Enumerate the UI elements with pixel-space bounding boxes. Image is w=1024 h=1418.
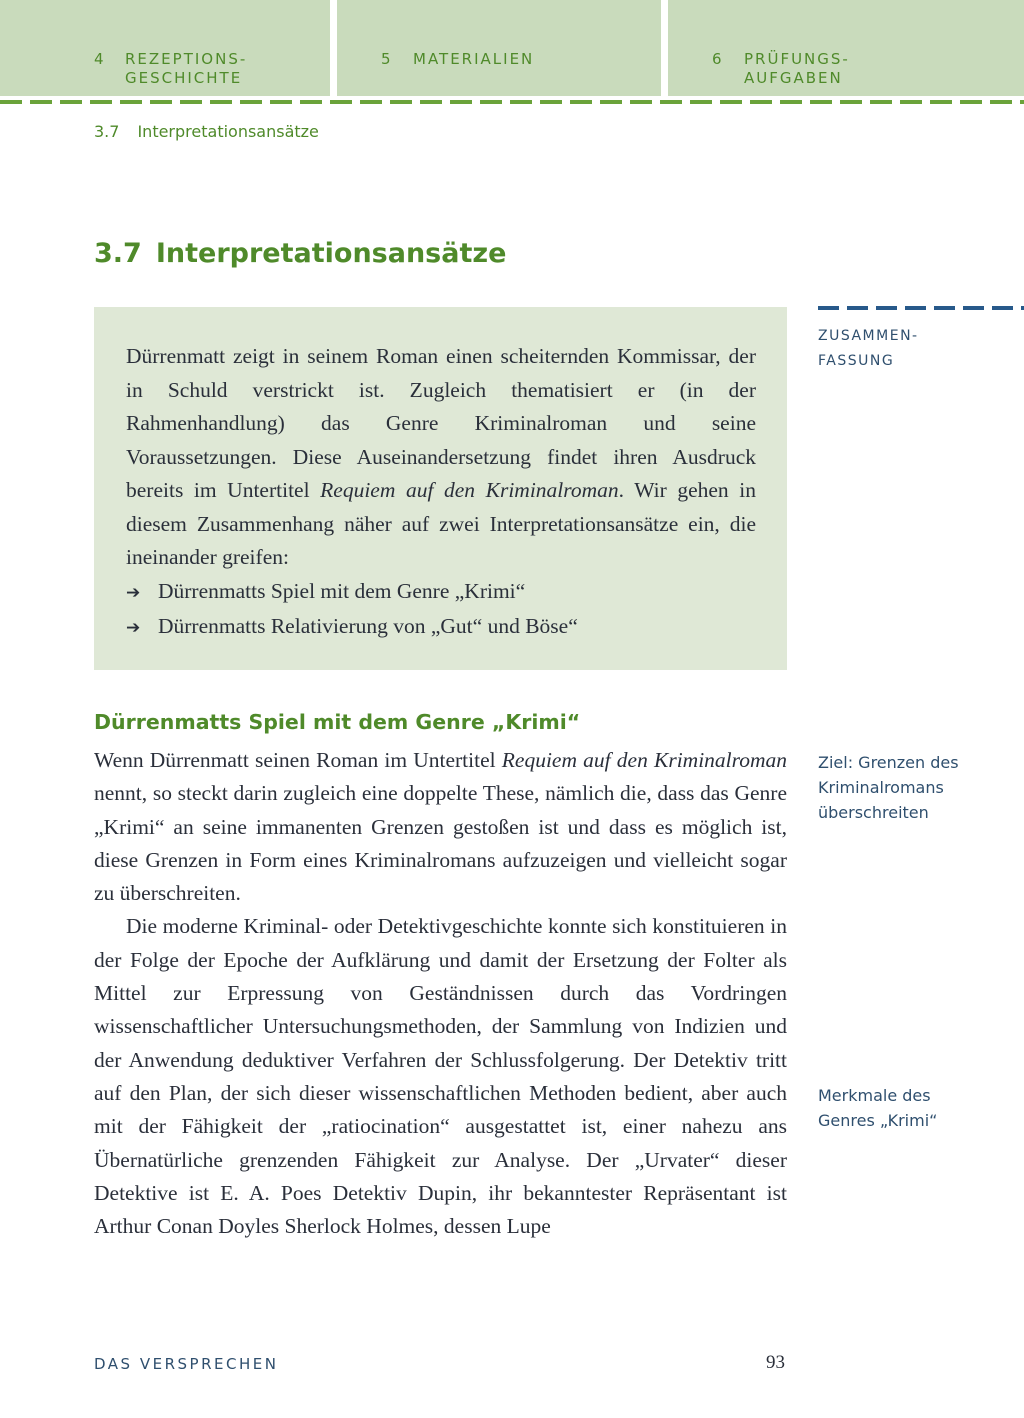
chapter-title [94,238,506,269]
paragraph-text: Wenn Dürrenmatt seinen Roman im Untertitel [94,748,502,772]
summary-text [126,340,756,646]
margin-note: Merkmale des Genres „Krimi“ [818,1086,938,1130]
paragraph-text: nennt, so steckt darin zugleich eine doppelte These, nämlich die, dass das Genre „Krimi“ an seine immanenten Grenzen gestoßen ist und dass es möglich ist, diese Grenzen in Form eines Kriminalromans aufzuzeigen und vielleicht sogar zu überschreiten. [94,781,787,906]
summary-subtitle-italic: Requiem auf den Kriminalroman [320,478,619,502]
summary-bullet [126,610,756,646]
section-heading: Dürrenmatts Spiel mit dem Genre „Krimi“ [94,710,581,734]
summary-text-part: . Wir gehen in diesem Zusammenhang näher auf zwei Interpretationsansätze ein, die ineinander greifen: [126,478,756,569]
arrow-right-icon: ➔ [126,582,141,603]
summary-bullet-text: Dürrenmatts Spiel mit dem Genre „Krimi“ [158,578,526,603]
margin-divider [818,306,1024,310]
summary-bullet [126,575,756,611]
arrow-right-icon: ➔ [126,618,141,638]
tab-number: 5 [381,50,393,68]
summary-bullet-text: Dürrenmatts Relativierung von „Gut“ und Böse“ [158,614,578,638]
page-number: 93 [766,1352,785,1373]
chapter-number: 3.7 [94,238,142,269]
summary-margin-label: ZUSAMMEN- FASSUNG [818,328,919,369]
tab-number: 6 [712,50,724,68]
tab-label: REZEPTIONS- GESCHICHTE [125,50,248,87]
summary-text-part: Dürrenmatt zeigt in seinem Roman einen scheiternden Kommissar, der in Schuld verstrickt ist. Zugleich thematisiert er (in der Rahmenhandlung) das Genre Kriminalroman und seine Voraussetzungen. Diese Auseinandersetzung findet ihren Ausdruck bereits im Untertitel [126,344,756,502]
chapter-title-text: Interpretationsansätze [155,238,507,269]
tab-label: MATERIALIEN [413,50,535,68]
margin-note: Ziel: Grenzen des Kriminalromans überschreiten [818,753,959,822]
subtitle-italic: Requiem auf den Kriminalroman [501,748,787,772]
summary-box [94,307,787,670]
footer-book-title: DAS VERSPRECHEN [94,1355,279,1373]
chapter-navigation-tabs [0,0,1024,96]
tab-materialien[interactable] [337,0,661,96]
running-head [94,122,319,141]
tab-number: 4 [94,50,106,68]
paragraph [94,744,787,910]
running-head-number: 3.7 [94,122,120,141]
tab-rezeptionsgeschichte[interactable] [0,0,330,96]
paragraph: Die moderne Kriminal- oder Detektivgeschichte konnte sich konstituieren in der Folge der Epoche der Aufklärung und damit der Ersetzung der Folter als Mittel zur Erpressung von Geständnissen durch das Vordringen wissenschaftlicher Untersuchungsmethoden, der Sammlung von Indizien und der Anwendung deduktiver Verfahren der Schlussfolgerung. Der Detektiv tritt auf den Plan, der sich dieser wissenschaftlichen Methoden bedient, aber auch mit der Fähigkeit der „ratiocination“ ausgestattet ist, einer nahezu ans Übernatürliche grenzenden Fähigkeit zur Analyse. Der „Urvater“ dieser Detektive ist E. A. Poes Detektiv Dupin, ihr bekanntester Repräsentant ist Arthur Conan Doyles Sherlock Holmes, dessen Lupe [94,914,787,1239]
tab-pruefungsaufgaben[interactable] [668,0,1024,96]
tab-label: PRÜFUNGS- AUFGABEN [744,50,850,87]
header-divider [0,100,1024,104]
body-text [94,744,787,1243]
running-head-title: Interpretationsansätze [137,122,319,141]
